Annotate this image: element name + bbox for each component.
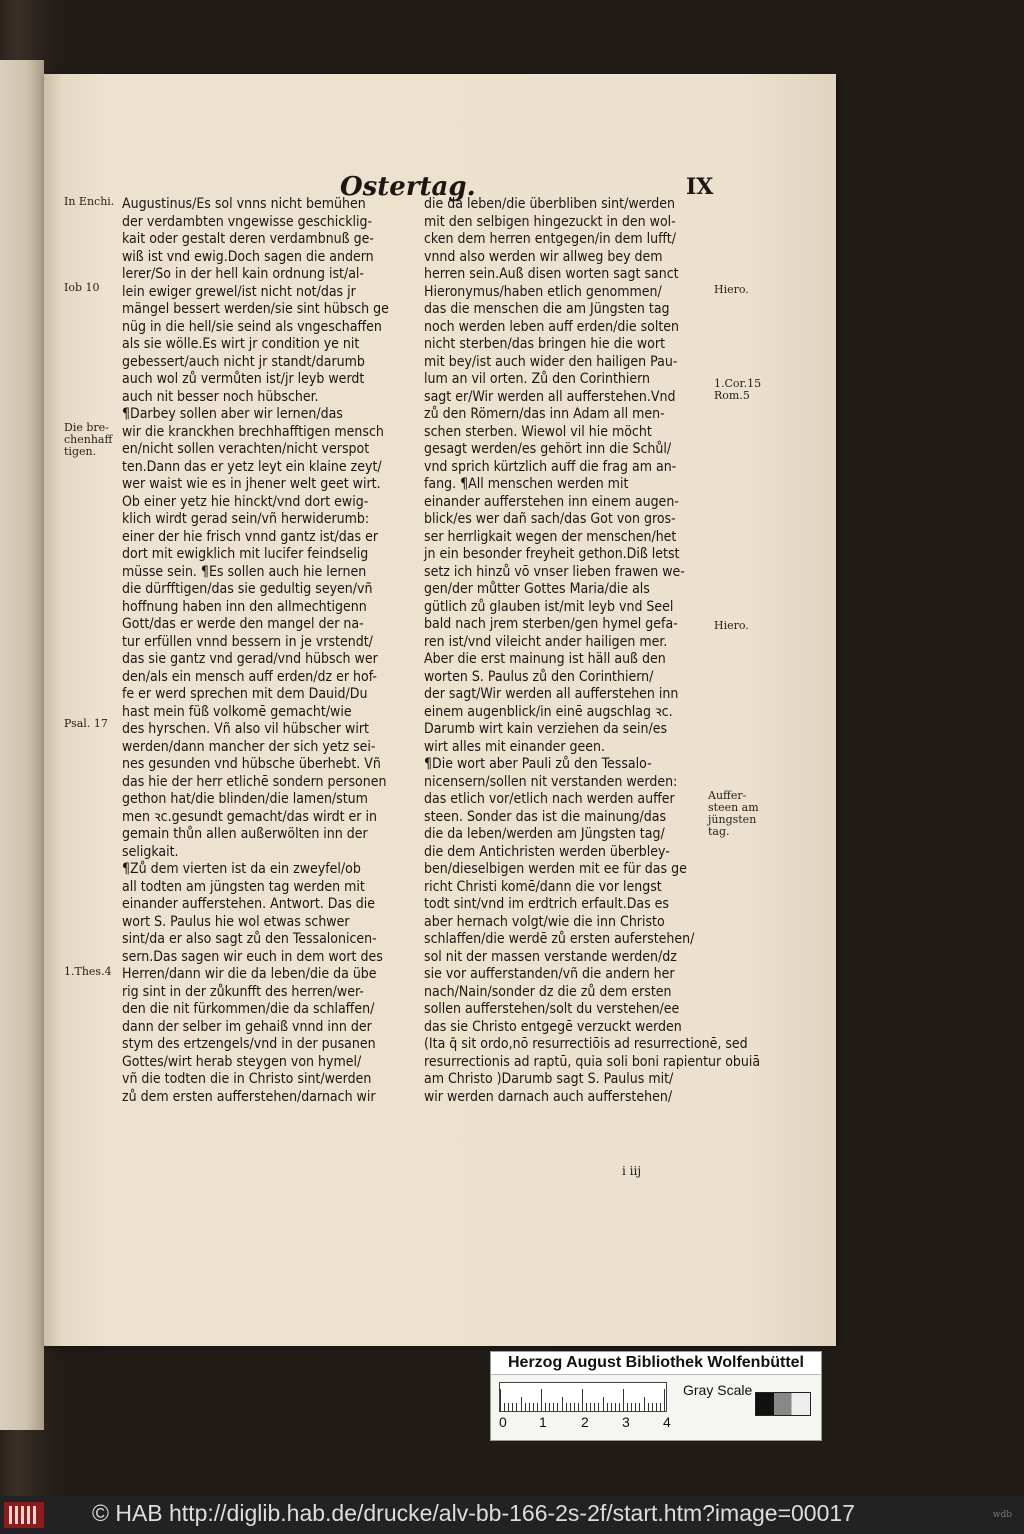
text-line: Ob einer yetz hie hinckt/vnd dort ewig- bbox=[122, 493, 369, 510]
text-line: hast mein füß volkomē gemacht/wie bbox=[122, 703, 352, 720]
text-line: Hieronymus/haben etlich genommen/ bbox=[424, 283, 662, 300]
text-line: Augustinus/Es sol vnns nicht bemühen bbox=[122, 196, 366, 212]
text-line: todt sint/vnd im erdtrich erfault.Das es bbox=[424, 896, 669, 912]
text-line: ren ist/vnd vileicht ander hailigen mer. bbox=[424, 633, 668, 650]
book-page bbox=[44, 74, 836, 1346]
text-line: ¶Die wort aber Pauli zů den Tessalo- bbox=[424, 756, 652, 772]
margin-note: Auffer- steen am jüngsten tag. bbox=[708, 789, 759, 838]
text-line: der sagt/Wir werden all aufferstehen inn bbox=[424, 686, 679, 702]
text-line: als sie wölle.Es wirt jr condition ye nit bbox=[122, 336, 360, 352]
text-line: hoffnung haben inn den allmechtigenn bbox=[122, 598, 367, 615]
text-line: einer der hie frisch vnnd gantz ist/das er bbox=[122, 528, 379, 545]
text-line: nicht sterben/das bringen hie die wort bbox=[424, 336, 666, 352]
text-line: gesagt werden/es gehört inn die Schůl/ bbox=[424, 441, 672, 457]
text-line: die da leben/die überbliben sint/werden bbox=[424, 196, 676, 212]
text-line: vnnd also werden wir allweg bey dem bbox=[424, 248, 663, 265]
gray-scale-swatch bbox=[755, 1392, 811, 1416]
text-line: sagt er/Wir werden all aufferstehen.Vnd bbox=[424, 388, 676, 405]
margin-note: 1.Cor.15 Rom.5 bbox=[714, 377, 762, 402]
text-line: men ꝛc.gesundt gemacht/das wirdt er in bbox=[122, 808, 377, 825]
gray-scale-label: Gray Scale bbox=[683, 1382, 753, 1398]
text-line: gemain thůn allen außerwölten inn der bbox=[122, 826, 368, 842]
text-line: nicensern/sollen nit verstanden werden: bbox=[424, 773, 678, 790]
scale-number: 2 bbox=[581, 1414, 589, 1430]
text-line: lein ewiger grewel/ist nicht not/das jr bbox=[122, 283, 356, 300]
text-line: das sie gantz vnd gerad/vnd hübsch wer bbox=[122, 651, 378, 667]
text-line: herren sein.Auß disen worten sagt sanct bbox=[424, 266, 679, 282]
signature-mark: i iij bbox=[622, 1164, 642, 1178]
text-line: ¶Darbey sollen aber wir lernen/das bbox=[122, 406, 343, 422]
text-line: das hie der herr etlichē sondern personen bbox=[122, 773, 387, 790]
text-line: stym des ertzengels/vnd in der pusanen bbox=[122, 1036, 376, 1052]
text-line: ¶Zů dem vierten ist da ein zweyfel/ob bbox=[122, 861, 361, 877]
text-line: müsse sein. ¶Es sollen auch hie lernen bbox=[122, 563, 367, 580]
text-column-left bbox=[122, 196, 408, 1106]
text-line: nes gesunden vnd hübsche überhebt. Vñ bbox=[122, 756, 381, 772]
text-line: en/nicht sollen verachten/nicht verspot bbox=[122, 441, 370, 457]
footer-bar bbox=[0, 1496, 1024, 1534]
text-line: die dürfftigen/das sie gedultig seyen/vñ bbox=[122, 581, 373, 597]
text-line: noch werden leben auff erden/die solten bbox=[424, 318, 680, 335]
text-line: Gottes/wirt herab steygen von hymel/ bbox=[122, 1053, 362, 1070]
text-line: blick/es wer dañ sach/das Got von gros- bbox=[424, 511, 676, 527]
text-line: werden/dann mancher der sich yetz sei- bbox=[122, 738, 376, 755]
text-line: ben/dieselbigen werden mit ee für das ge bbox=[424, 861, 687, 877]
text-line: lum an vil orten. Zů den Corinthiern bbox=[424, 371, 651, 387]
measurement-ruler bbox=[499, 1382, 667, 1412]
text-line: lerer/So in der hell kain ordnung ist/al- bbox=[122, 266, 364, 282]
corner-mark: wdb bbox=[992, 1510, 1012, 1520]
text-line: rig sint in der zůkunfft des herren/wer- bbox=[122, 983, 364, 1000]
text-line: sollen aufferstehen/solt du verstehen/ee bbox=[424, 1001, 680, 1017]
text-line: setz ich hinzů vō vnser lieben frawen we- bbox=[424, 563, 685, 580]
text-line: fe er werd sprechen mit dem Dauid/Du bbox=[122, 686, 368, 702]
text-line: tur erfüllen vnnd bessern in je vrstendt/ bbox=[122, 633, 373, 650]
hab-logo-icon bbox=[4, 1502, 44, 1528]
text-line: dann der selber im gehaiß vnnd inn der bbox=[122, 1018, 372, 1035]
text-line: die da leben/werden am Jüngsten tag/ bbox=[424, 826, 665, 842]
text-line: Gott/das er werde den mangel der na- bbox=[122, 616, 364, 632]
margin-note: Hiero. bbox=[714, 283, 749, 296]
text-line: sint/da er also sagt zů den Tessalonicen- bbox=[122, 931, 377, 947]
margin-note: Hiero. bbox=[714, 619, 749, 632]
copyright-url-text: © HAB http://diglib.hab.de/drucke/alv-bb-166-2s-2f/start.htm?image=00017 bbox=[92, 1500, 855, 1526]
text-line: sern.Das sagen wir euch in dem wort des bbox=[122, 948, 383, 965]
text-line: am Christo )Darumb sagt S. Paulus mit/ bbox=[424, 1071, 674, 1087]
margin-note: Psal. 17 bbox=[64, 717, 108, 730]
text-line: schlaffen/die werdē zů ersten auferstehen/ bbox=[424, 931, 695, 947]
text-line: gütlich zů glauben ist/mit leyb vnd Seel bbox=[424, 598, 674, 615]
running-head: Ostertag. bbox=[340, 172, 476, 202]
text-line: mängel bessert werden/sie sint hübsch ge bbox=[122, 301, 389, 317]
text-line: fang. ¶All menschen werden mit bbox=[424, 476, 629, 492]
text-line: Aber die erst mainung ist häll auß den bbox=[424, 651, 666, 667]
text-line: kait oder gestalt deren verdambnuß ge- bbox=[122, 231, 374, 247]
text-line: sie vor aufferstanden/vñ die andern her bbox=[424, 966, 675, 982]
folio-number: IX bbox=[686, 174, 714, 200]
text-line: das sie Christo entgegē verzuckt werden bbox=[424, 1018, 682, 1035]
scale-number: 3 bbox=[622, 1414, 630, 1430]
text-line: einander aufferstehen. Antwort. Das die bbox=[122, 896, 376, 912]
scale-number: 4 bbox=[663, 1414, 671, 1430]
text-line: seligkait. bbox=[122, 843, 179, 860]
color-reference-card bbox=[490, 1351, 822, 1441]
margin-note: Iob 10 bbox=[64, 281, 100, 294]
text-line: ten.Dann das er yetz leyt ein klaine zeyt/ bbox=[122, 458, 382, 475]
text-line: schen sterben. Wiewol vil hie möcht bbox=[424, 423, 652, 440]
scale-number: 0 bbox=[499, 1414, 507, 1430]
text-line: gen/der můtter Gottes Maria/die als bbox=[424, 581, 650, 597]
text-line: des hyrschen. Vñ also vil hübscher wirt bbox=[122, 721, 369, 737]
text-line: die dem Antichristen werden überbley- bbox=[424, 843, 670, 860]
text-line: aber hernach volgt/wie die inn Christo bbox=[424, 913, 665, 930]
facing-page-edge bbox=[0, 60, 44, 1430]
text-line: cken dem herren entgegen/in dem lufft/ bbox=[424, 231, 676, 247]
text-line: auch wol zů vermůten ist/jr leyb werdt bbox=[122, 371, 365, 387]
text-line: mit bey/ist auch wider den hailigen Pau- bbox=[424, 353, 678, 370]
text-line: der verdambten vngewisse geschicklig- bbox=[122, 213, 373, 230]
text-line: all todten am jüngsten tag werden mit bbox=[122, 878, 365, 895]
text-line: jn ein besonder freyheit gethon.Diß letst bbox=[424, 546, 680, 562]
text-line: wiß ist vnd ewig.Doch sagen die andern bbox=[122, 248, 374, 265]
text-line: zů dem ersten aufferstehen/darnach wir bbox=[122, 1088, 376, 1105]
library-title: Herzog August Bibliothek Wolfenbüttel bbox=[491, 1352, 821, 1375]
text-line: das die menschen die am Jüngsten tag bbox=[424, 301, 670, 317]
text-line: wirt alles mit einander geen. bbox=[424, 738, 605, 755]
text-line: einander aufferstehen inn einem augen- bbox=[424, 493, 679, 510]
text-line: vnd sprich kürtzlich auff die frag am an- bbox=[424, 458, 677, 475]
text-line: auch nit besser noch hübscher. bbox=[122, 388, 319, 405]
margin-note: In Enchi. bbox=[64, 195, 115, 208]
text-line: wir werden darnach auch aufferstehen/ bbox=[424, 1088, 673, 1105]
text-line: worten S. Paulus zů den Corinthiern/ bbox=[424, 668, 654, 685]
text-line: sol nit der massen verstande werden/dz bbox=[424, 948, 677, 965]
text-line: nüg in die hell/sie seind als vngeschaffen bbox=[122, 318, 382, 335]
text-line: einem augenblick/in einē augschlag ꝛc. bbox=[424, 703, 673, 720]
text-line: gebessert/auch nicht jr standt/darumb bbox=[122, 353, 365, 370]
text-line: den/als ein mensch auff erden/dz er hof- bbox=[122, 668, 377, 685]
text-line: richt Christi komē/dann die vor lengst bbox=[424, 878, 662, 895]
text-line: (Ita q̄ sit ordo,nō resurrectiōis ad resurrectionē, sed bbox=[424, 1036, 748, 1052]
text-line: gethon hat/die blinden/die lamen/stum bbox=[122, 791, 368, 807]
text-line: ser herrligkait wegen der menschen/het bbox=[424, 528, 677, 545]
scale-number: 1 bbox=[539, 1414, 547, 1430]
text-line: resurrectionis ad raptū, quia soli boni rapientur obuiā bbox=[424, 1053, 761, 1070]
text-line: bald nach jrem sterben/gen hymel gefa- bbox=[424, 616, 678, 632]
text-line: das etlich vor/etlich nach werden auffer bbox=[424, 791, 675, 807]
text-line: zů den Römern/das inn Adam all men- bbox=[424, 406, 665, 422]
text-line: mit den selbigen hingezuckt in den wol- bbox=[424, 213, 676, 230]
text-line: wer waist wie es in jhener welt geet wirt. bbox=[122, 476, 381, 492]
text-line: wort S. Paulus hie wol etwas schwer bbox=[122, 913, 350, 930]
text-line: vñ die todten die in Christo sint/werden bbox=[122, 1071, 372, 1087]
text-line: klich wirdt gerad sein/vñ herwiderumb: bbox=[122, 511, 370, 527]
text-line: steen. Sonder das ist die mainung/das bbox=[424, 808, 667, 825]
text-line: nach/Nain/sonder dz die zů dem ersten bbox=[424, 983, 672, 1000]
margin-note: 1.Thes.4 bbox=[64, 965, 112, 978]
text-line: Herren/dann wir die da leben/die da übe bbox=[122, 966, 377, 982]
text-line: den die nit fürkommen/die da schlaffen/ bbox=[122, 1001, 375, 1017]
text-line: wir die kranckhen brechhafftigen mensch bbox=[122, 423, 384, 440]
text-line: dort mit ewigklich mit lucifer feindselig bbox=[122, 546, 369, 562]
text-line: Darumb wirt kain verziehen da sein/es bbox=[424, 721, 668, 737]
margin-note: Die bre- chenhaff tigen. bbox=[64, 421, 113, 458]
